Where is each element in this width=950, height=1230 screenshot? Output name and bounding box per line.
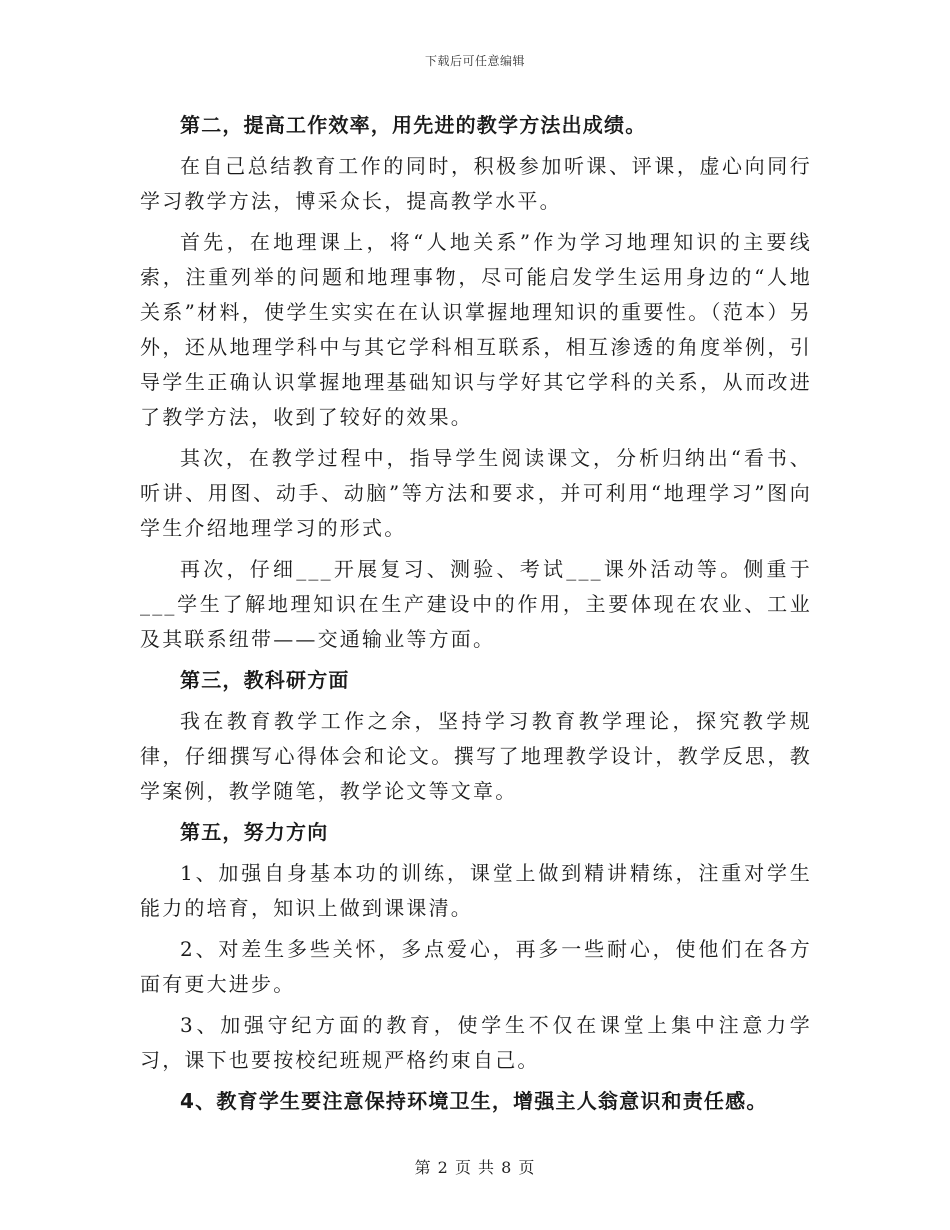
list-item-2: 2、对差生多些关怀，多点爱心，再多一些耐心，使他们在各方面有更大进步。 xyxy=(140,937,812,996)
document-body xyxy=(140,108,812,1125)
paragraph-first: 首先，在地理课上，将“人地关系”作为学习地理知识的主要线索，注重列举的问题和地理事物，尽可能启发学生运用身边的“人地关系”材料，使学生实实在在认识掌握地理知识的重要性。（范本）另外，还从地理学科中与其它学科相互联系，相互渗透的角度举例，引导学生正确认识掌握地理基础知识与学好其它学科的关系，从而改进了教学方法，收到了较好的效果。 xyxy=(140,230,812,429)
page-header: 下载后可任意编辑 xyxy=(424,54,525,68)
paragraph-self-summary: 在自己总结教育工作的同时，积极参加听课、评课，虚心向同行学习教学方法，博采众长，提高教学水平。 xyxy=(140,154,812,213)
list-item-3: 3、加强守纪方面的教育，使学生不仅在课堂上集中注意力学习，课下也要按校纪班规严格约束自己。 xyxy=(140,1013,812,1072)
paragraph-research: 我在教育教学工作之余，坚持学习教育教学理论，探究教学规律，仔细撰写心得体会和论文。撰写了地理教学设计，教学反思，教学案例，教学随笔，教学论文等文章。 xyxy=(140,709,812,803)
list-item-1: 1、加强自身基本功的训练，课堂上做到精讲精练，注重对学生能力的培育，知识上做到课课清。 xyxy=(140,861,812,920)
paragraph-second: 其次，在教学过程中，指导学生阅读课文，分析归纳出“看书、听讲、用图、动手、动脑”等方法和要求，并可利用“地理学习”图向学生介绍地理学习的形式。 xyxy=(140,446,812,540)
page-number: 第 2 页 共 8 页 xyxy=(414,1158,536,1177)
list-item-4-bold: 4、教育学生要注意保持环境卫生，增强主人翁意识和责任感。 xyxy=(180,1089,768,1113)
section-heading-direction: 第五，努力方向 xyxy=(180,820,329,844)
paragraph-third: 再次，仔细___开展复习、测验、考试___课外活动等。侧重于___学生了解地理知识在生产建设中的作用，主要体现在农业、工业及其联系纽带——交通输业等方面。 xyxy=(140,557,812,651)
section-heading-research: 第三，教科研方面 xyxy=(180,668,350,692)
section-heading-improve-efficiency: 第二，提高工作效率，用先进的教学方法出成绩。 xyxy=(180,113,647,137)
